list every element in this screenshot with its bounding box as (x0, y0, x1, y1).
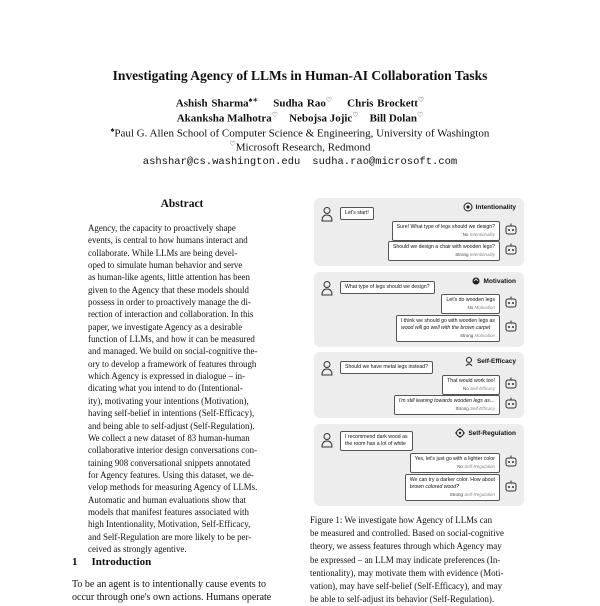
motivation-icon (471, 276, 481, 286)
abstract-line: for Agency features. Using this dataset, we de- (88, 469, 254, 480)
message-text: brown colored wood? (409, 484, 460, 490)
robot-icon (504, 455, 518, 469)
label-level: No (462, 232, 469, 237)
author-mark: ♡ (352, 111, 359, 119)
message-text: the room has a lot of white (345, 441, 406, 447)
abstract-line: and Self-Regulation are more likely to be per- (88, 531, 252, 542)
bot-message (392, 221, 500, 241)
abstract-line: high Intentionality, Motivation, Self-Efficacy, (88, 519, 251, 530)
robot-icon (504, 377, 518, 391)
label-level: Strong (455, 252, 469, 257)
affiliation-1 (0, 126, 600, 140)
label-feature: Self-Regulation (464, 464, 495, 469)
agency-label (410, 491, 495, 498)
figure-panel-intentionality (314, 198, 524, 266)
panel-title (464, 356, 516, 366)
author-mark: ♠∗ (248, 96, 259, 104)
email: sudha.rao@microsoft.com (312, 156, 458, 168)
abstract-line: function of LLMs, and how it can be measured (88, 334, 255, 345)
label-feature: Self-Efficacy (469, 406, 495, 411)
label-level: No (457, 464, 463, 469)
author-mark: ♡ (271, 111, 279, 119)
caption-line: vation), may have self-belief (Self-Efficacy), and may (310, 581, 503, 592)
abstract-line: as human-like agents, little attention has been (88, 272, 250, 283)
self-efficacy-icon (464, 356, 474, 366)
message-text: We can try a darker color. How about (409, 477, 495, 483)
agency-label (397, 231, 495, 238)
robot-icon (504, 223, 518, 237)
label-level: Strong (455, 406, 469, 411)
self-regulation-icon (455, 428, 465, 438)
robot-icon (504, 397, 518, 411)
user-message (340, 431, 413, 451)
message-text: Yes, let's just go with a lighter color (414, 456, 495, 462)
paper-title: Investigating Agency of LLMs in Human-AI Collaboration Tasks (112, 68, 488, 83)
abstract-line: rection of interaction and collaboration. In this (88, 309, 254, 320)
robot-icon (504, 296, 518, 310)
label-feature: Self-Efficacy (469, 386, 495, 391)
label-level: Strong (459, 333, 474, 338)
user-message (340, 207, 374, 220)
label-level: Strong (449, 492, 463, 497)
abstract-line: ceived as strongly agentive. (88, 543, 187, 554)
agency-label (399, 405, 495, 412)
bot-message (394, 395, 500, 415)
robot-icon (504, 243, 518, 257)
author-mark: ♡ (417, 96, 425, 104)
abstract-line: taining 908 conversational snippets annotated (88, 457, 251, 468)
author-name: Nebojsa Jojic (289, 112, 353, 125)
affiliation-mark: ♠ (110, 126, 115, 134)
abstract-line: having self-belief in intentions (Self-Efficacy), (88, 408, 255, 419)
panel-title-text: Motivation (483, 277, 516, 285)
user-icon (320, 432, 334, 448)
bot-message (396, 315, 500, 342)
label-feature: Motivation (474, 333, 495, 338)
abstract-line: Automatic and human evaluations show that (88, 494, 246, 505)
abstract-line: and managed. We build on social-cognitive the- (88, 346, 258, 357)
label-level: No (462, 386, 469, 391)
figure-panel-self-regulation (314, 424, 524, 506)
figure-caption (310, 514, 528, 606)
bot-message (405, 474, 500, 501)
abstract-line: Agency, the capacity to proactively shape (88, 223, 236, 233)
abstract-line: We collect a new dataset of 83 human-human (88, 432, 250, 443)
email: ashshar@cs.washington.edu (142, 156, 301, 168)
author-mark: ♡ (325, 96, 333, 104)
label-feature: Intentionality (469, 252, 495, 257)
caption-line: theory, we assess features through which Agency may (310, 541, 502, 552)
panel-title (463, 202, 516, 212)
bot-message (388, 241, 500, 261)
intro-heading (72, 556, 165, 568)
user-message (340, 281, 435, 294)
caption-line: Figure 1: We investigate how Agency of LLMs can (310, 515, 493, 525)
label-feature: Self-Regulation (464, 492, 495, 497)
panel-title-text: Self-Efficacy (476, 357, 516, 365)
message-text: Should we have metal legs instead? (345, 364, 429, 370)
affiliation-text: Paul G. Allen School of Computer Science & Engineering, University of Washington (114, 127, 490, 140)
abstract-line: collaborative interior design conversations con- (88, 445, 258, 456)
abstract-line: dicating what you intend to do (Intentional- (88, 383, 243, 394)
figure-panel-self-efficacy (314, 352, 524, 418)
panel-title-text: Intentionality (475, 203, 516, 211)
intro-body (72, 578, 292, 604)
message-text: wood will go well with the brown carpet (400, 325, 491, 331)
agency-label (415, 463, 495, 470)
user-message (340, 361, 433, 374)
intro-line: occur through one's own actions. Humans operate (72, 592, 272, 603)
message-text: Let's do wooden legs (446, 297, 495, 303)
bot-message (442, 375, 500, 395)
abstract-line: which Agency is expressed in dialogue – in- (88, 371, 246, 382)
robot-icon (504, 320, 518, 334)
user-icon (320, 280, 334, 296)
abstract-line: ity), motivating your intentions (Motivation), (88, 395, 249, 406)
bot-message (410, 453, 500, 473)
target-icon (463, 202, 473, 212)
abstract-line: given to the Agency that these models should (88, 284, 249, 295)
label-feature: Motivation (474, 305, 495, 310)
panel-title (471, 276, 517, 286)
caption-line: tentionality), may motivate them with evidence (Moti- (310, 567, 504, 578)
abstract-line: ory to develop a framework of features through (88, 358, 257, 369)
label-level: No (467, 305, 474, 310)
label-feature: Intentionality (469, 232, 495, 237)
abstract-line: and being able to self-adjust (Self-Regulation). (88, 420, 255, 431)
affiliation-text: Microsoft Research, Redmond (235, 141, 371, 154)
message-text: Sure! What type of legs should we design? (396, 224, 495, 230)
affiliation-2 (0, 140, 600, 154)
authors-line-2 (0, 111, 600, 125)
user-icon (320, 206, 334, 222)
abstract-line: oped to simulate human behavior and serve (88, 260, 243, 271)
emails (0, 156, 600, 168)
authors-line-1 (0, 96, 600, 110)
message-text: That would work too! (447, 378, 495, 384)
message-text: Let's start! (345, 210, 369, 216)
abstract-heading: Abstract (160, 198, 204, 210)
abstract-line: possess in order to proactively manage the di- (88, 297, 251, 308)
section-number: 1 (72, 556, 78, 568)
agency-label (446, 304, 495, 311)
abstract-body (88, 222, 278, 555)
abstract-line: velop methods for measuring Agency of LLMs. (88, 482, 258, 493)
author-mark: ♡ (416, 111, 424, 119)
agency-label (447, 385, 495, 392)
agency-label (393, 251, 495, 258)
message-text: What type of legs should we design? (345, 284, 430, 290)
agency-label (401, 332, 495, 339)
abstract-line: collaborate. While LLMs are being devel- (88, 247, 238, 258)
author-name: Chris Brockett (347, 97, 418, 110)
caption-line: be expressed – an LLM may indicate preferences (In- (310, 554, 501, 565)
bot-message (441, 294, 500, 314)
robot-icon (504, 480, 518, 494)
author-name: Bill Dolan (369, 112, 417, 125)
affiliation-mark: ♡ (229, 140, 236, 148)
message-text: I recommend dark wood as (345, 434, 408, 440)
message-text: I'm still leaning towards wooden legs as… (398, 398, 495, 404)
abstract-line: events, is central to how humans interact and (88, 235, 248, 246)
author-name: Ashish Sharma (175, 97, 249, 110)
caption-line: be measured and controlled. Based on social-cognitive (310, 528, 504, 539)
section-title: Introduction (91, 556, 152, 568)
intro-line: To be an agent is to intentionally cause events to (72, 579, 266, 590)
message-text: Should we design a chair with wooden legs? (392, 244, 495, 250)
figure-panel-motivation (314, 272, 524, 347)
panel-title-text: Self-Regulation (468, 429, 516, 437)
panel-title (455, 428, 516, 438)
user-icon (320, 360, 334, 376)
caption-line: be able to self-adjust its behavior (Self-Regulation). (310, 594, 495, 605)
abstract-line: paper, we investigate Agency as a desirable (88, 321, 243, 332)
author-name: Sudha Rao (273, 97, 326, 110)
abstract-line: models that manifest features associated with (88, 506, 249, 517)
message-text: I think we should go with wooden legs as (400, 318, 495, 324)
author-name: Akanksha Malhotra (176, 112, 272, 125)
